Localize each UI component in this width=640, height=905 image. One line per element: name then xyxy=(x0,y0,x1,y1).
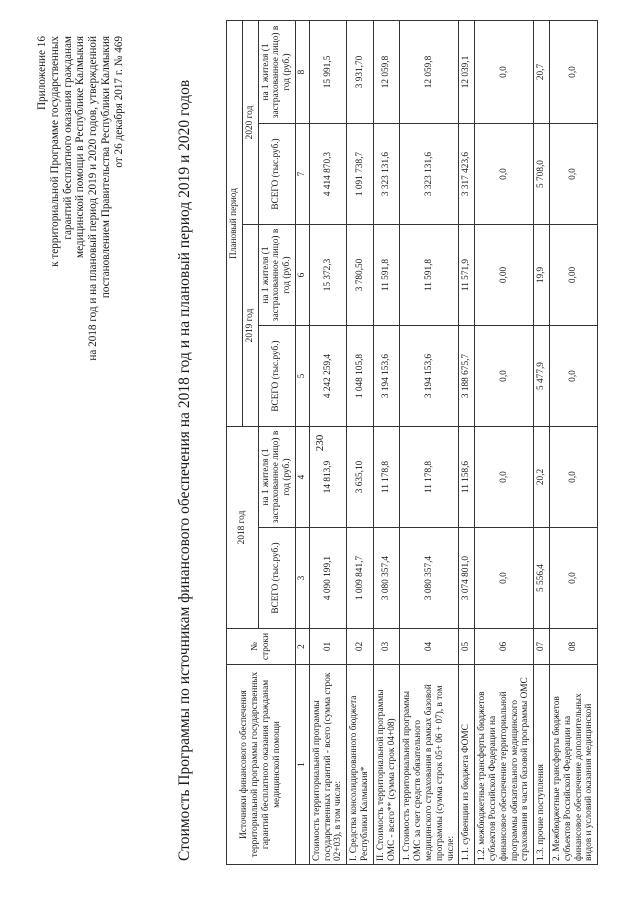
total-value-cell: 3 074 801,0 xyxy=(459,528,475,629)
page-number: 230 xyxy=(314,434,326,452)
total-value-cell: 3 080 357,4 xyxy=(400,528,459,629)
column-index: 7 xyxy=(295,124,309,225)
total-value-cell: 0,0 xyxy=(475,326,534,427)
header-per-capita: на 1 жителя (1 застрахованное лицо) в год (руб.) xyxy=(258,21,295,124)
source-cell: 1.2. межбюджетные трансферты бюджетов субъектов Российской Федерации на финансовое обеспечение территориальной программы обязательного медицинского страхования в части базовой программы ОМС xyxy=(475,665,534,865)
header-planned-period: Плановый период xyxy=(227,21,243,427)
total-value-cell: 3 323 131,6 xyxy=(400,124,459,225)
source-cell: Стоимость территориальной программы государственных гарантий - всего (сумма строк 02+03), в том числе: xyxy=(309,665,346,865)
total-value-cell: 1 009 841,7 xyxy=(347,528,374,629)
document-title: Стоимость Программы по источникам финансового обеспечения на 2018 год и на плановый период 2019 и 2020 годов xyxy=(176,79,193,861)
per-capita-value-cell: 12 059,8 xyxy=(400,21,459,124)
source-cell: I. Средства консолидированного бюджета Республики Калмыкия* xyxy=(347,665,374,865)
header-total: ВСЕГО (тыс.руб.) xyxy=(258,124,295,225)
total-value-cell: 4 242 259,4 xyxy=(309,326,346,427)
total-value-cell: 1 091 738,7 xyxy=(347,124,374,225)
header-2019: 2019 год xyxy=(242,225,258,427)
per-capita-value-cell: 0,0 xyxy=(549,21,597,124)
header-per-capita: на 1 жителя (1 застрахованное лицо) в год (руб.) xyxy=(258,225,295,326)
total-value-cell: 3 317 423,6 xyxy=(459,124,475,225)
per-capita-value-cell: 0,0 xyxy=(549,427,597,528)
row-code-cell: 02 xyxy=(347,629,374,665)
column-index: 5 xyxy=(295,326,309,427)
table-row xyxy=(373,21,400,865)
table-row xyxy=(400,21,459,865)
header-total: ВСЕГО (тыс.руб.) xyxy=(258,528,295,629)
row-code-cell: 06 xyxy=(475,629,534,665)
per-capita-value-cell: 3 931,70 xyxy=(347,21,374,124)
column-index: 6 xyxy=(295,225,309,326)
per-capita-value-cell: 3 780,50 xyxy=(347,225,374,326)
per-capita-value-cell: 11 178,8 xyxy=(400,427,459,528)
header-line: Приложение 16 xyxy=(36,36,48,111)
total-value-cell: 5 556,4 xyxy=(534,528,550,629)
source-cell: II. Стоимость территориальной программы ОМС - всего** (сумма строк 04+08) xyxy=(373,665,400,865)
per-capita-value-cell: 20,2 xyxy=(534,427,550,528)
total-value-cell: 3 323 131,6 xyxy=(373,124,400,225)
per-capita-value-cell: 19,9 xyxy=(534,225,550,326)
total-value-cell: 0,0 xyxy=(549,326,597,427)
column-index-row xyxy=(295,21,309,865)
total-value-cell: 3 188 675,7 xyxy=(459,326,475,427)
source-cell: 1.1. субвенции из бюджета ФОМС xyxy=(459,665,475,865)
column-index: 2 xyxy=(295,629,309,665)
source-cell: 1. Стоимость территориальной программы ОМС за счет средств обязательного медицинского страхования в рамках базовой программы (сумма строк 05+ 06 + 07), в том числе: xyxy=(400,665,459,865)
total-value-cell: 0,0 xyxy=(475,528,534,629)
total-value-cell: 3 194 153,6 xyxy=(373,326,400,427)
total-value-cell: 4 414 870,3 xyxy=(309,124,346,225)
per-capita-value-cell: 12 039,1 xyxy=(459,21,475,124)
total-value-cell: 0,0 xyxy=(549,124,597,225)
column-index: 8 xyxy=(295,21,309,124)
header-2020: 2020 год xyxy=(242,21,258,225)
per-capita-value-cell: 11 591,8 xyxy=(373,225,400,326)
source-cell: 1.3. прочие поступления xyxy=(534,665,550,865)
total-value-cell: 1 048 105,8 xyxy=(347,326,374,427)
total-value-cell: 0,0 xyxy=(475,124,534,225)
per-capita-value-cell: 11 158,6 xyxy=(459,427,475,528)
total-value-cell: 3 194 153,6 xyxy=(400,326,459,427)
appendix-header xyxy=(36,36,126,506)
header-line: от 26 декабря 2017 г. № 469 xyxy=(112,36,125,168)
column-index: 1 xyxy=(295,665,309,865)
header-line: гарантий бесплатного оказания гражданам xyxy=(61,36,74,240)
table-row xyxy=(549,21,597,865)
table-row xyxy=(459,21,475,865)
table-row xyxy=(309,21,346,865)
header-line: на 2018 год и на плановый период 2019 и 2020 годов, утвержденной xyxy=(87,36,100,361)
row-code-cell: 03 xyxy=(373,629,400,665)
per-capita-value-cell: 3 635,10 xyxy=(347,427,374,528)
table-row xyxy=(534,21,550,865)
table-row xyxy=(347,21,374,865)
row-code-cell: 01 xyxy=(309,629,346,665)
table-body xyxy=(295,21,597,865)
per-capita-value-cell: 14 813,9 xyxy=(309,427,346,528)
table-row xyxy=(475,21,534,865)
per-capita-value-cell: 11 591,8 xyxy=(400,225,459,326)
header-source: Источники финансового обеспечения территориальной программы государственных гарантий бесплатного оказания гражданам медицинской помощи xyxy=(227,665,296,865)
header-line: к территориальной Программе государственных xyxy=(48,36,61,267)
per-capita-value-cell: 0,00 xyxy=(475,225,534,326)
header-line: медицинской помощи в Республике Калмыкия xyxy=(74,36,87,259)
column-index: 3 xyxy=(295,528,309,629)
header-line: постановлением Правительства Республики Калмыкия xyxy=(99,36,112,299)
row-code-cell: 04 xyxy=(400,629,459,665)
per-capita-value-cell: 0,00 xyxy=(549,225,597,326)
header-per-capita: на 1 жителя (1 застрахованное лицо) в год (руб.) xyxy=(258,427,295,528)
row-code-cell: 05 xyxy=(459,629,475,665)
total-value-cell: 5 708,0 xyxy=(534,124,550,225)
source-cell: 2. Межбюджетные трансферты бюджетов субъектов Российской Федерации на финансовое обеспечение дополнительных видов и условий оказания медицинской xyxy=(549,665,597,865)
header-row-number: № строки xyxy=(227,629,296,665)
per-capita-value-cell: 20,7 xyxy=(534,21,550,124)
total-value-cell: 4 090 199,1 xyxy=(309,528,346,629)
row-code-cell: 08 xyxy=(549,629,597,665)
column-index: 4 xyxy=(295,427,309,528)
per-capita-value-cell: 11 178,8 xyxy=(373,427,400,528)
per-capita-value-cell: 12 059,8 xyxy=(373,21,400,124)
header-total: ВСЕГО (тыс.руб.) xyxy=(258,326,295,427)
per-capita-value-cell: 15 991,5 xyxy=(309,21,346,124)
total-value-cell: 5 477,9 xyxy=(534,326,550,427)
per-capita-value-cell: 11 571,9 xyxy=(459,225,475,326)
per-capita-value-cell: 0,0 xyxy=(475,21,534,124)
header-2018: 2018 год xyxy=(227,427,259,629)
financing-table xyxy=(226,20,598,865)
per-capita-value-cell: 15 372,3 xyxy=(309,225,346,326)
per-capita-value-cell: 0,0 xyxy=(475,427,534,528)
row-code-cell: 07 xyxy=(534,629,550,665)
total-value-cell: 3 080 357,4 xyxy=(373,528,400,629)
total-value-cell: 0,0 xyxy=(549,528,597,629)
